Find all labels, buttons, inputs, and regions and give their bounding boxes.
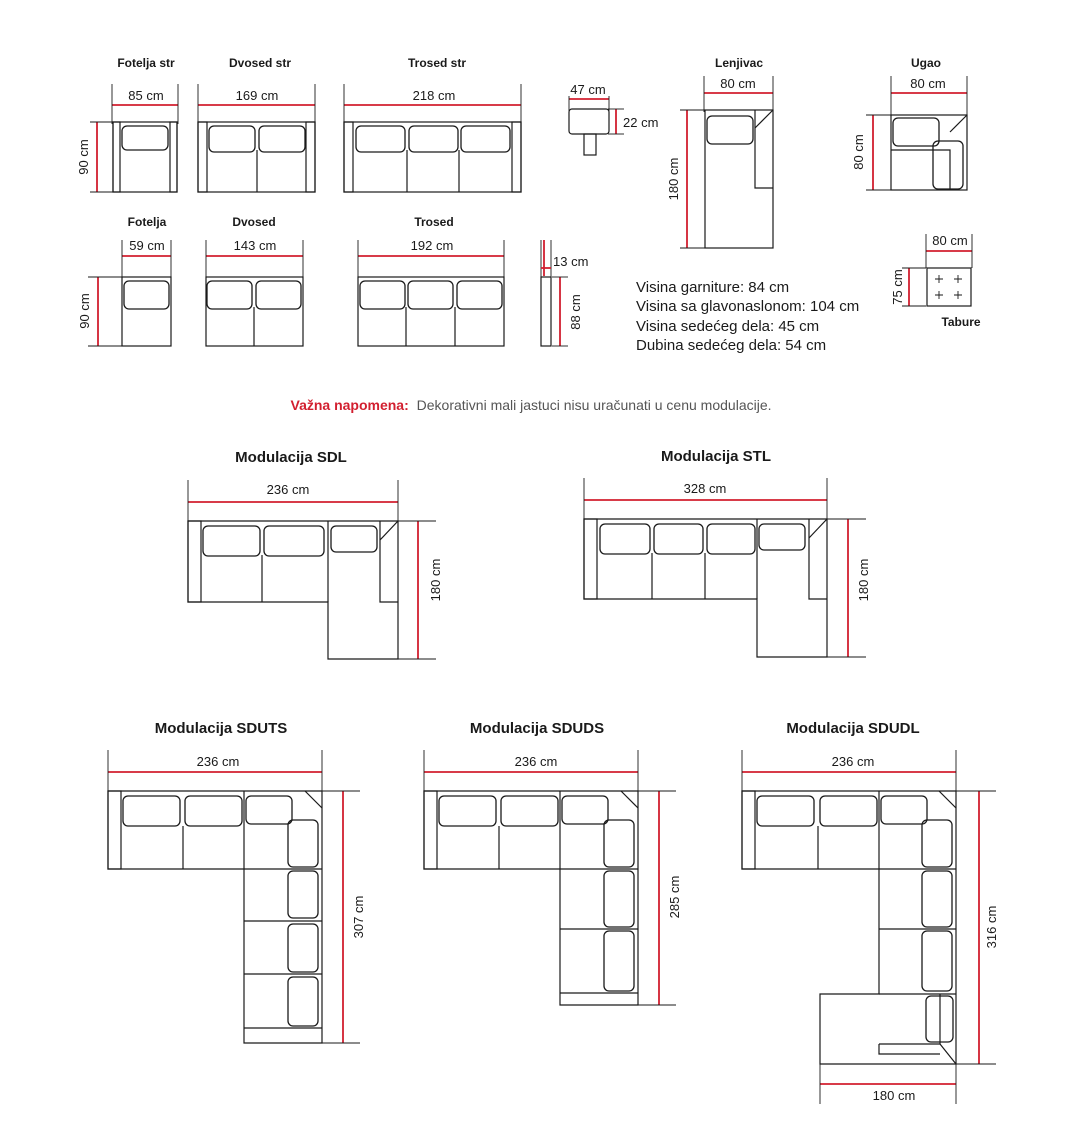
side-panel-detail [541,240,588,346]
width-dim: 218 cm [412,88,456,103]
unit-trosed-str [344,56,521,192]
width-dim: 85 cm [128,88,164,103]
unit-title: Fotelja str [117,56,175,70]
svg-text:Važna napomena: Dekorati [291,397,772,413]
width-dim: 143 cm [233,238,277,253]
width-dim: 169 cm [235,88,279,103]
modulation-title: Modulacija SDUDL [786,720,920,737]
chaise-width-dim: 180 cm [872,1088,916,1103]
modulation-title: Modulacija STL [660,448,772,465]
unit-ugao [851,56,967,190]
width-dim: 236 cm [514,754,558,769]
unit-title: Trosed str [407,56,467,70]
modulation-stl [584,448,871,657]
unit-title: Trosed [414,215,454,229]
width-dim: 59 cm [129,238,165,253]
width-dim: 328 cm [683,481,727,496]
panel-height-dim: 88 cm [568,294,583,330]
modulation-title: Modulacija SDUDS [469,720,605,737]
spec-line: Dubina sedećeg dela: 54 cm [636,337,827,354]
unit-dvosed-str [198,56,315,192]
width-dim: 80 cm [720,76,756,91]
note-text: Dekorativni mali jastuci nisu uračunati u cenu modulacije. [416,397,772,413]
width-dim: 236 cm [831,754,875,769]
depth-dim: 75 cm [890,269,905,305]
unit-fotelja-str [76,56,178,192]
depth-dim: 80 cm [851,134,866,170]
depth-dim: 180 cm [666,157,681,201]
width-dim: 236 cm [196,754,240,769]
spec-line: Visina garniture: 84 cm [636,279,790,296]
unit-dvosed [206,215,303,346]
armrest-detail [569,82,658,155]
unit-title: Fotelja [127,215,167,229]
armrest-depth-dim: 22 cm [623,115,659,130]
width-dim: 192 cm [410,238,454,253]
unit-fotelja [77,215,171,346]
width-dim: 80 cm [932,233,968,248]
unit-lenjivac [666,56,773,248]
unit-trosed [358,215,504,346]
panel-width-dim: 13 cm [553,254,589,269]
depth-dim: 316 cm [984,905,999,949]
modulation-sduts [108,720,366,1043]
spec-line: Visina sedećeg dela: 45 cm [636,318,820,335]
unit-title: Tabure [941,315,981,329]
depth-dim: 285 cm [667,875,682,919]
unit-title: Lenjivac [714,56,764,70]
depth-dim: 90 cm [76,139,91,175]
modulation-sdl [188,449,443,659]
depth-dim: 90 cm [77,293,92,329]
modulation-title: Modulacija SDL [235,449,347,466]
important-note [291,397,772,413]
specs-list [636,279,859,354]
modulation-title: Modulacija SDUTS [154,720,288,737]
depth-dim: 180 cm [856,558,871,602]
depth-dim: 180 cm [428,558,443,602]
spec-line: Visina sa glavonaslonom: 104 cm [636,298,860,315]
depth-dim: 307 cm [351,895,366,939]
width-dim: 236 cm [266,482,310,497]
note-label: Važna napomena: [290,397,409,413]
width-dim: 80 cm [910,76,946,91]
modulation-sduds [424,720,682,1005]
unit-tabure [890,233,981,329]
modulation-sdudl [742,720,999,1104]
unit-title: Ugao [911,56,941,70]
armrest-width-dim: 47 cm [570,82,606,97]
unit-title: Dvosed [232,215,276,229]
unit-title: Dvosed str [228,56,292,70]
